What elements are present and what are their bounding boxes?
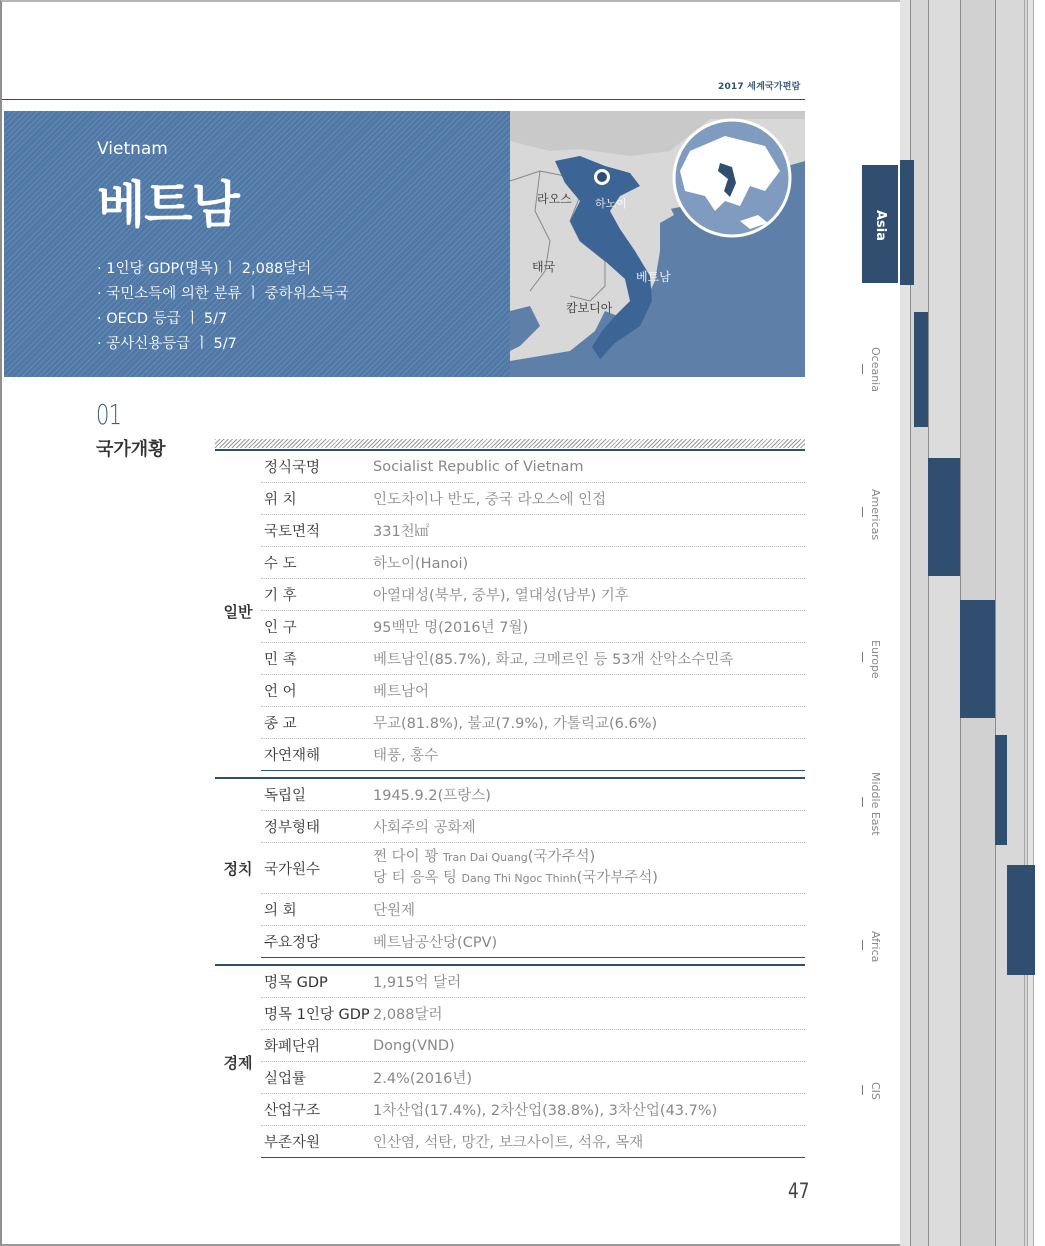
banner-fact: · OECD 등급 ㅣ 5/7 bbox=[97, 311, 228, 327]
stack-tab-mark bbox=[995, 735, 1007, 845]
stack-tab-mark bbox=[914, 312, 928, 427]
name-korean: 쩐 다이 꽝 bbox=[373, 849, 443, 865]
table-row bbox=[261, 1030, 805, 1062]
tab-middle-east[interactable]: Middle East bbox=[869, 772, 882, 836]
group-general bbox=[215, 449, 805, 771]
row-value: 1945.9.2(프랑스) bbox=[373, 788, 491, 804]
row-key: 수 도 bbox=[264, 556, 297, 572]
row-key: 독립일 bbox=[264, 788, 307, 804]
stack-tab-mark bbox=[928, 458, 960, 576]
row-value: 베트남인(85.7%), 화교, 크메르인 등 53개 산악소수민족 bbox=[373, 652, 734, 668]
map-label-cambodia: 캄보디아 bbox=[566, 301, 613, 315]
table-hatch-bar bbox=[215, 439, 805, 448]
table-row bbox=[261, 451, 805, 483]
section-number: 01 bbox=[96, 398, 122, 431]
name-english: Tran Dai Quang bbox=[442, 851, 528, 864]
banner-facts-list bbox=[97, 257, 349, 357]
row-value: 단원제 bbox=[373, 903, 416, 919]
row-key: 산업구조 bbox=[264, 1103, 321, 1119]
table-row bbox=[261, 894, 805, 926]
row-value: Socialist Republic of Vietnam bbox=[373, 458, 584, 475]
tab-label: Asia bbox=[873, 210, 888, 242]
map-label-thailand: 태국 bbox=[532, 260, 556, 274]
running-title: 2017 세계국가편람 bbox=[718, 82, 801, 92]
row-key: 종 교 bbox=[264, 716, 297, 732]
head-of-state-line bbox=[373, 847, 805, 868]
country-banner bbox=[4, 111, 510, 377]
row-value: 1차산업(17.4%), 2차산업(38.8%), 3차산업(43.7%) bbox=[373, 1103, 718, 1119]
table-row bbox=[261, 707, 805, 739]
section-title: 국가개황 bbox=[96, 439, 166, 460]
role: (국가부주석) bbox=[576, 870, 658, 886]
row-key: 국가원수 bbox=[264, 861, 321, 878]
name-korean: 당 티 응옥 팅 bbox=[373, 870, 462, 886]
table-row bbox=[261, 811, 805, 843]
row-key: 부존자원 bbox=[264, 1135, 321, 1151]
banner-fact: · 공사신용등급 ㅣ 5/7 bbox=[97, 336, 237, 352]
group-label: 일반 bbox=[223, 602, 253, 621]
row-key: 명목 1인당 GDP bbox=[264, 1007, 370, 1023]
header-rule bbox=[2, 99, 805, 100]
table-row bbox=[261, 1062, 805, 1094]
table-row bbox=[261, 611, 805, 643]
table-row bbox=[261, 547, 805, 579]
table-row bbox=[261, 1094, 805, 1126]
row-value: 하노이(Hanoi) bbox=[373, 556, 469, 572]
table-row bbox=[261, 1126, 805, 1158]
row-value: 태풍, 홍수 bbox=[373, 748, 439, 764]
table-row bbox=[261, 779, 805, 811]
table-row bbox=[261, 739, 805, 771]
group-label: 정치 bbox=[223, 860, 253, 878]
row-key: 위 치 bbox=[264, 492, 297, 508]
row-value: 베트남어 bbox=[373, 684, 430, 700]
table-row bbox=[261, 675, 805, 707]
row-key: 의 회 bbox=[264, 903, 297, 919]
row-value: 무교(81.8%), 불교(7.9%), 가톨릭교(6.6%) bbox=[373, 716, 658, 732]
row-key: 실업률 bbox=[264, 1071, 307, 1087]
row-value: 인산염, 석탄, 망간, 보크사이트, 석유, 목재 bbox=[373, 1135, 644, 1151]
tab-tick bbox=[862, 364, 863, 374]
row-key: 자연재해 bbox=[264, 748, 321, 764]
row-value: 사회주의 공화제 bbox=[373, 820, 476, 836]
stack-tab-mark bbox=[1007, 865, 1035, 975]
map-label-laos: 라오스 bbox=[537, 192, 572, 206]
row-value: 2,088달러 bbox=[373, 1007, 443, 1023]
row-value: 베트남공산당(CPV) bbox=[373, 935, 498, 951]
table-row bbox=[261, 483, 805, 515]
tab-africa[interactable]: Africa bbox=[869, 931, 882, 963]
row-key: 명목 GDP bbox=[264, 975, 328, 991]
table-row bbox=[261, 998, 805, 1030]
row-value: 인도차이나 반도, 중국 라오스에 인접 bbox=[373, 492, 607, 508]
group-label: 경제 bbox=[223, 1053, 253, 1072]
table-row bbox=[261, 966, 805, 998]
row-value: 아열대성(북부, 중부), 열대성(남부) 기후 bbox=[373, 588, 629, 604]
stack-tab-mark bbox=[898, 160, 914, 285]
tab-asia[interactable] bbox=[862, 165, 898, 283]
tab-europe[interactable]: Europe bbox=[869, 640, 882, 679]
table-row bbox=[261, 843, 805, 894]
row-key: 민 족 bbox=[264, 652, 297, 668]
country-name-english: Vietnam bbox=[97, 139, 168, 159]
row-value: 1,915억 달러 bbox=[373, 975, 462, 991]
row-key: 정부형태 bbox=[264, 820, 321, 836]
tab-tick bbox=[862, 1085, 863, 1095]
vice-head-of-state-line bbox=[373, 868, 805, 889]
row-key: 인 구 bbox=[264, 620, 297, 636]
tab-tick bbox=[862, 652, 863, 662]
table-row bbox=[261, 926, 805, 958]
tab-tick bbox=[862, 940, 863, 950]
row-key: 기 후 bbox=[264, 588, 297, 604]
page-number: 47 bbox=[788, 1179, 810, 1203]
tab-tick bbox=[862, 507, 863, 517]
row-value bbox=[373, 847, 805, 889]
row-key: 화폐단위 bbox=[264, 1039, 321, 1055]
name-english: Dang Thi Ngoc Thinh bbox=[461, 872, 577, 885]
row-key: 언 어 bbox=[264, 684, 297, 700]
table-row bbox=[261, 643, 805, 675]
table-row bbox=[261, 515, 805, 547]
group-economy bbox=[215, 964, 805, 1158]
country-name-korean: 베트남 bbox=[97, 176, 239, 234]
country-map bbox=[510, 111, 805, 377]
map-label-hanoi: 하노이 bbox=[595, 197, 627, 210]
banner-fact: · 국민소득에 의한 분류 ㅣ 중하위소득국 bbox=[97, 286, 349, 302]
map-label-vietnam: 베트남 bbox=[636, 270, 671, 284]
banner-fact: · 1인당 GDP(명목) ㅣ 2,088달러 bbox=[97, 261, 312, 277]
tab-oceania[interactable]: Oceania bbox=[869, 347, 882, 392]
row-value: 331천㎢ bbox=[373, 524, 430, 540]
page-stack-edge bbox=[995, 0, 1025, 1246]
row-value: Dong(VND) bbox=[373, 1037, 455, 1054]
country-info-table bbox=[215, 449, 805, 1158]
tab-tick bbox=[862, 797, 863, 807]
row-value: 2.4%(2016년) bbox=[373, 1071, 473, 1087]
role: (국가주석) bbox=[527, 849, 596, 865]
table-row bbox=[261, 579, 805, 611]
map-graphic bbox=[510, 111, 805, 377]
row-key: 국토면적 bbox=[264, 524, 321, 540]
tab-cis[interactable]: CIS bbox=[869, 1082, 882, 1100]
stack-tab-mark bbox=[960, 600, 995, 718]
group-politics bbox=[215, 777, 805, 958]
row-key: 주요정당 bbox=[264, 935, 321, 951]
row-value: 95백만 명(2016년 7월) bbox=[373, 620, 529, 636]
row-key: 정식국명 bbox=[264, 460, 321, 476]
tab-americas[interactable]: Americas bbox=[869, 489, 882, 541]
